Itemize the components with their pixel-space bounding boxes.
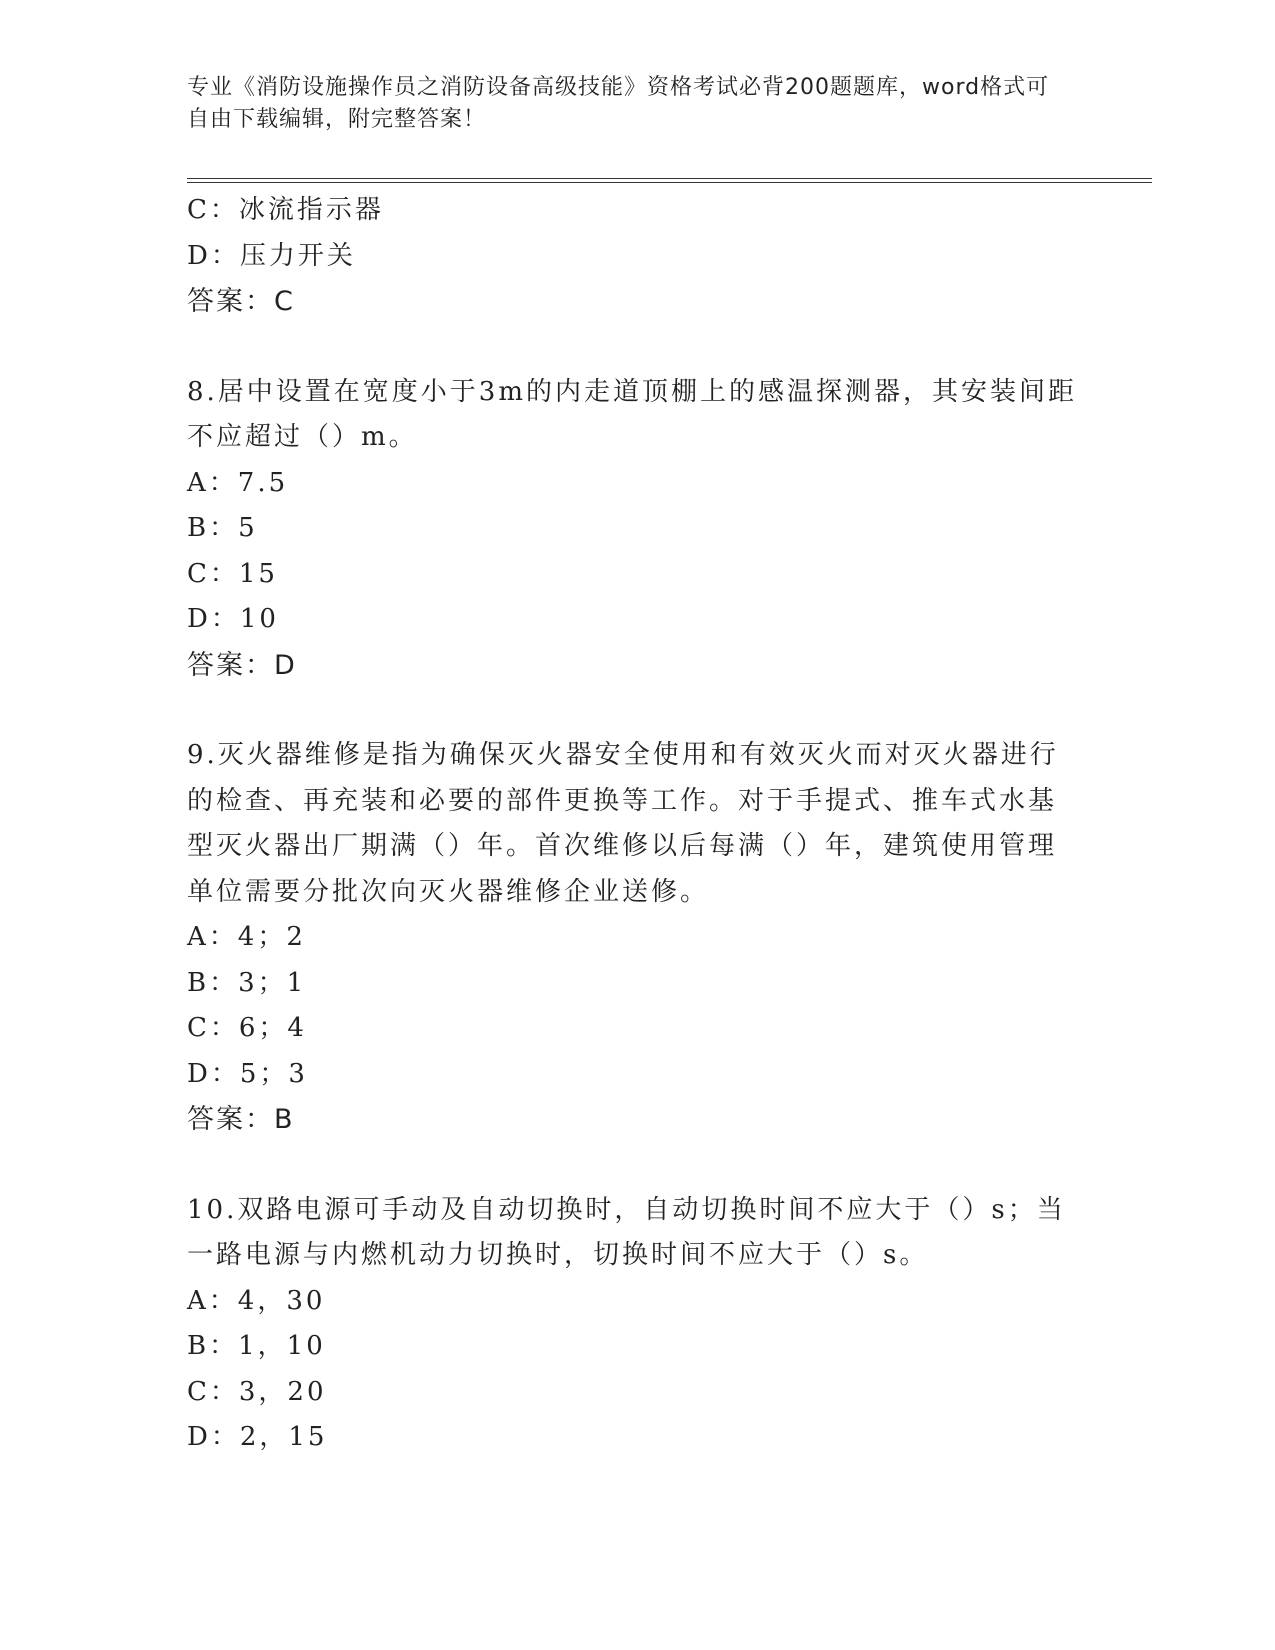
answer-line: 答案：C: [187, 286, 295, 317]
spacer: [187, 1143, 1077, 1188]
option-b: B：3；1: [187, 967, 307, 998]
question-9: [187, 733, 1077, 1143]
option-b: B：1，10: [187, 1331, 326, 1361]
option-b: B：5: [187, 513, 258, 543]
question-text-line: 单位需要分批次向灭火器维修企业送修。: [187, 876, 710, 907]
question-text-line: 10.双路电源可手动及自动切换时，自动切换时间不应大于（）s；当: [187, 1194, 1066, 1225]
question-text-line: 的检查、再充装和必要的部件更换等工作。对于手提式、推车式水基: [187, 785, 1058, 816]
question-10: [187, 1188, 1077, 1461]
question-text-line: 9.灭火器维修是指为确保灭火器安全使用和有效灭火而对灭火器进行: [187, 740, 1059, 770]
option-c: C：15: [187, 558, 278, 589]
option-a: A：4；2: [187, 922, 306, 952]
spacer: [187, 688, 1077, 733]
answer-line: 答案：D: [187, 649, 297, 681]
option-c: C：3，20: [187, 1376, 327, 1407]
option-d: D：2，15: [187, 1422, 328, 1452]
question-text-line: 8.居中设置在宽度小于3m的内走道顶棚上的感温探测器，其安装间距: [187, 376, 1078, 407]
previous-question-tail: [187, 188, 1077, 325]
option-a: A：7.5: [187, 467, 289, 498]
option-d: D：5；3: [187, 1058, 308, 1089]
option-c: C：6；4: [187, 1013, 307, 1043]
question-content: [187, 188, 1077, 1461]
option-a: A：4，30: [187, 1285, 326, 1316]
option-d: D：10: [187, 604, 279, 634]
answer-line: 答案：B: [187, 1104, 295, 1135]
question-text-line: 一路电源与内燃机动力切换时，切换时间不应大于（）s。: [187, 1240, 929, 1270]
option-d: D：压力开关: [187, 240, 356, 271]
option-c: C：冰流指示器: [187, 195, 384, 225]
spacer: [187, 325, 1077, 370]
question-8: [187, 370, 1077, 689]
question-text-line: 型灭火器出厂期满（）年。首次维修以后每满（）年，建筑使用管理: [187, 831, 1058, 861]
document-header: 专业《消防设施操作员之消防设备高级技能》资格考试必背200题题库，word格式可自由下载编辑，附完整答案！: [187, 75, 1050, 132]
question-text-line: 不应超过（）m。: [187, 422, 418, 452]
header-divider: [187, 178, 1152, 183]
